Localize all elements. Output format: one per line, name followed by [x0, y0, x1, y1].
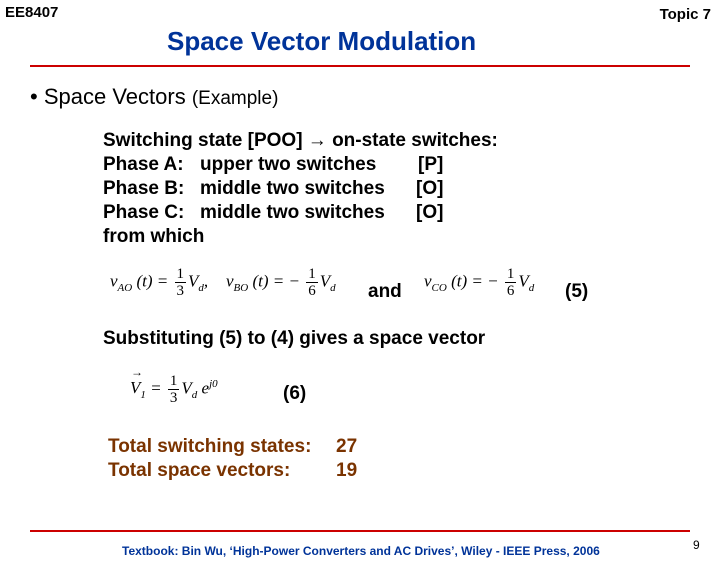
- topic-label: Topic 7: [659, 6, 711, 23]
- phase-c-state: [O]: [416, 202, 444, 223]
- phase-b-state: [O]: [416, 178, 444, 199]
- phase-c-label: Phase C:: [103, 202, 185, 223]
- page-number: 9: [693, 538, 700, 552]
- from-which: from which: [103, 226, 205, 247]
- course-code: EE8407: [5, 4, 59, 21]
- total-states-label: Total switching states:: [108, 436, 312, 457]
- equation-v1: → $V_1$ = $\frac{1}{3}$ $V_d$ $e^{j0}$: [130, 365, 218, 406]
- equation-number-5: (5): [565, 281, 589, 302]
- phase-a-desc: upper two switches: [200, 154, 377, 175]
- total-states-value: 27: [336, 436, 358, 457]
- bullet-text: Space Vectors: [43, 84, 186, 109]
- switching-state-line: Switching state [POO] → on-state switches:: [103, 130, 498, 151]
- substituting-line: Substituting (5) to (4) gives a space vector: [103, 328, 486, 349]
- bullet-heading: [30, 84, 278, 110]
- equation-vbo: $v_{BO}$ (t) = − $\frac{1}{6}$ $V_d$: [226, 266, 336, 299]
- equation-number-6: (6): [283, 383, 307, 404]
- phase-a-state: [P]: [418, 154, 444, 175]
- bullet-symbol: •: [30, 84, 38, 109]
- slide-title: Space Vector Modulation: [167, 26, 477, 56]
- phase-a-label: Phase A:: [103, 154, 184, 175]
- phase-b-desc: middle two switches: [200, 178, 385, 199]
- and-word: and: [368, 281, 402, 302]
- phase-b-label: Phase B:: [103, 178, 185, 199]
- footer-divider: [30, 530, 690, 532]
- bullet-subtext: (Example): [191, 88, 279, 109]
- total-vectors-value: 19: [336, 460, 358, 481]
- equation-vao: $v_{AO}$ (t) = $\frac{1}{3}$ $V_d$,: [110, 266, 209, 299]
- total-vectors-label: Total space vectors:: [108, 460, 291, 481]
- textbook-reference: Textbook: Bin Wu, ‘High-Power Converters and AC Drives’, Wiley - IEEE Press, 2006: [122, 544, 600, 558]
- title-divider: [30, 65, 690, 67]
- phase-c-desc: middle two switches: [200, 202, 385, 223]
- equation-vco: $v_{CO}$ (t) = − $\frac{1}{6}$ $V_d$: [424, 266, 535, 299]
